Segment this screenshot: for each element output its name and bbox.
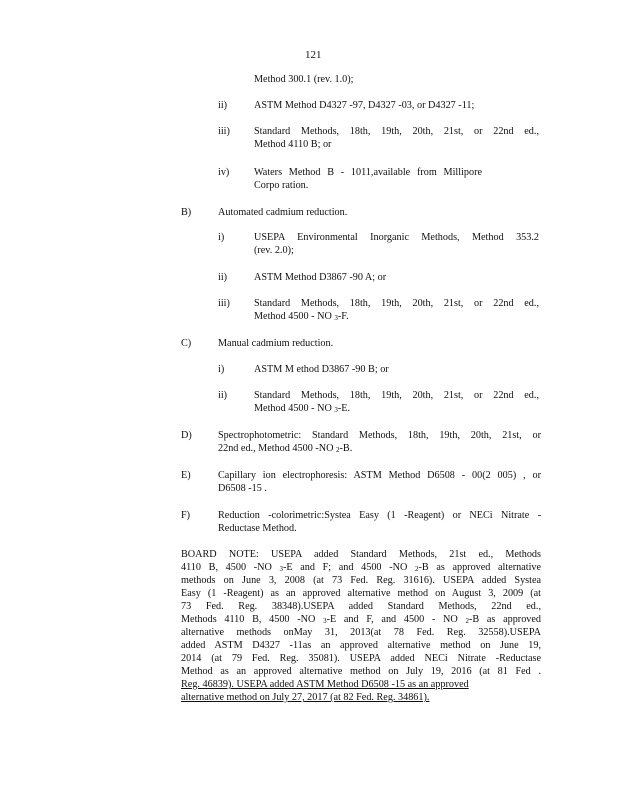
board-note-line: Method as an approved alternative method on July 19, 2016 (at 81 Fed .: [181, 666, 541, 677]
item-text: USEPA Environmental Inorganic Methods, Method 353.2 (rev. 2.0);: [254, 232, 539, 256]
item-text: ASTM M ethod D3867 -90 B; or: [254, 364, 389, 375]
item-text: Spectrophotometric: Standard Methods, 18th, 19th, 20th, 21st, or 22nd ed., Method 4500 -NO $_2$-B.: [218, 430, 541, 454]
item-text: Standard Methods, 18th, 19th, 20th, 21st, or 22nd ed., Method 4500 - NO $_3$-F.: [254, 298, 539, 322]
item-text: Standard Methods, 18th, 19th, 20th, 21st, or 22nd ed., Method 4500 - NO $_3$-E.: [254, 390, 539, 414]
board-note: [181, 548, 541, 704]
board-note-line: 4110 B, 4500 -NO $_3$-E and F; and 4500 -NO $_2$-B as approved alternative: [181, 562, 542, 573]
item-text: ASTM Method D3867 -90 A; or: [254, 272, 387, 283]
item-label: E): [181, 470, 191, 481]
item-label: C): [181, 338, 192, 349]
board-note-line: Methods 4110 B, 4500 -NO $_3$-E and F, and 4500 - NO $_2$-B as approved: [181, 614, 541, 625]
board-note-line: added ASTM D4327 -11as an approved alternative method on June 19,: [181, 640, 541, 651]
board-note-line: BOARD NOTE: USEPA added Standard Methods, 21st ed., Methods: [181, 549, 541, 560]
board-note-line-underlined: Reg. 46839). USEPA added ASTM Method D6508 -15 as an approved: [181, 679, 469, 690]
page-number: 121: [305, 49, 322, 61]
item-label: B): [181, 207, 192, 218]
board-note-line: 2014 (at 79 Fed. Reg. 35081). USEPA added NECi Nitrate -Reductase: [181, 653, 541, 664]
item-label: ii): [218, 100, 228, 111]
item-text: Reduction -colorimetric:Systea Easy (1 -Reagent) or NECi Nitrate - Reductase Method.: [218, 510, 541, 534]
item-text: Automated cadmium reduction.: [218, 207, 348, 218]
item-label: F): [181, 510, 191, 521]
item-label: i): [218, 364, 225, 375]
item-text: Waters Method B - 1011,available from Millipore Corpo ration.: [254, 167, 482, 191]
item-text: Manual cadmium reduction.: [218, 338, 334, 349]
item-label: iii): [218, 126, 230, 137]
board-note-line: methods on June 3, 2008 (at 73 Fed. Reg. 31616). USEPA added Systea: [181, 575, 541, 586]
board-note-line-underlined: alternative method on July 27, 2017 (at 82 Fed. Reg. 34861).: [181, 692, 430, 703]
item-label: i): [218, 232, 225, 243]
item-text: ASTM Method D4327 -97, D4327 -03, or D4327 -11;: [254, 100, 475, 111]
item-label: D): [181, 430, 192, 441]
board-note-line: 73 Fed. Reg. 38348).USEPA added Standard Methods, 22nd ed.,: [181, 601, 541, 612]
item-text: Standard Methods, 18th, 19th, 20th, 21st, or 22nd ed., Method 4110 B; or: [254, 126, 539, 150]
board-note-line: Easy (1 -Reagent) as an approved alternative method on August 3, 2009 (at: [181, 588, 541, 599]
item-label: ii): [218, 390, 228, 401]
item-label: iii): [218, 298, 230, 309]
item-text: Capillary ion electrophoresis: ASTM Method D6508 - 00(2 005) , or D6508 -15 .: [218, 470, 541, 494]
item-label: ii): [218, 272, 228, 283]
item-label: iv): [218, 167, 230, 178]
board-note-line: alternative methods onMay 31, 2013(at 78 Fed. Reg. 32558).USEPA: [181, 627, 541, 638]
method-300-1-line: Method 300.1 (rev. 1.0);: [254, 74, 354, 85]
